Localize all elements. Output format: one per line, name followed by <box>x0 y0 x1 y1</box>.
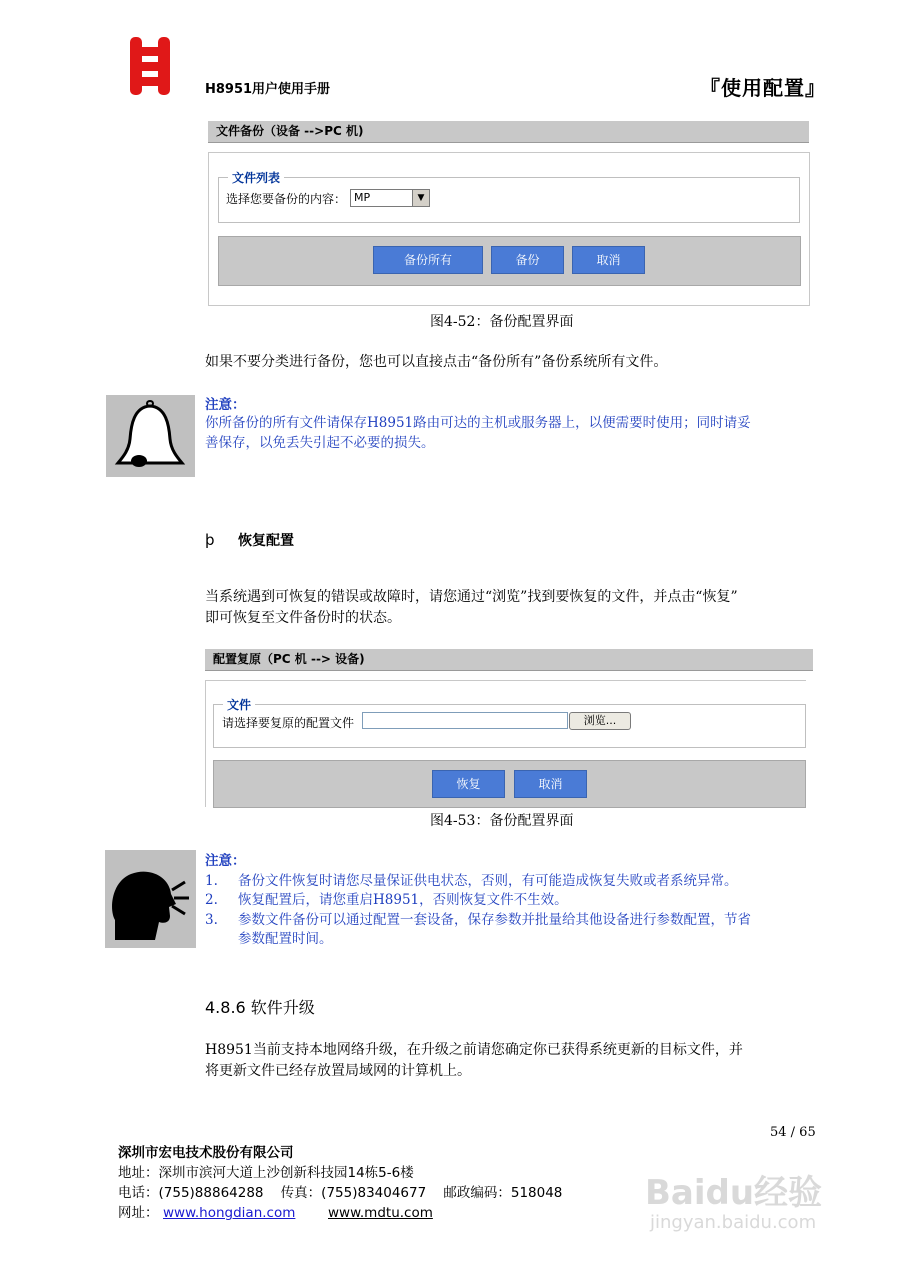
bullet: þ <box>205 531 215 549</box>
note-title: 注意： <box>205 397 246 413</box>
note2-item3-cont: 参数配置时间。 <box>238 931 333 947</box>
restore-panel-title: 配置复原（PC 机 --> 设备) <box>205 649 813 671</box>
browse-button[interactable]: 浏览... <box>569 712 631 730</box>
paragraph-restore-line2: 即可恢复至文件备份时的状态。 <box>205 610 401 626</box>
paragraph-restore-line1: 当系统遇到可恢复的错误或故障时，请您通过“浏览”找到要恢复的文件，并点击“恢复” <box>205 589 738 605</box>
section-heading: 『使用配置』 <box>700 76 826 100</box>
note-text-line2: 善保存，以免丢失引起不必要的损失。 <box>205 435 435 451</box>
file-list-legend: 文件列表 <box>228 169 284 186</box>
manual-title: H8951用户使用手册 <box>205 82 331 97</box>
cancel-button[interactable]: 取消 <box>572 246 645 274</box>
paragraph-backup-all: 如果不要分类进行备份，您也可以直接点击“备份所有”备份系统所有文件。 <box>205 354 668 370</box>
section-title-restore: 恢复配置 <box>238 533 294 549</box>
chevron-down-icon[interactable]: ▼ <box>412 190 429 206</box>
cancel-restore-button[interactable]: 取消 <box>514 770 587 798</box>
figure-caption-53: 图4-53：备份配置界面 <box>430 813 574 829</box>
note2-item1-text: 备份文件恢复时请您尽量保证供电状态，否则，有可能造成恢复失败或者系统异常。 <box>238 873 738 889</box>
note2-item2-text: 恢复配置后，请您重启H8951，否则恢复文件不生效。 <box>238 892 568 908</box>
page-number: 54 / 65 <box>770 1125 816 1140</box>
paragraph-upgrade-line2: 将更新文件已经存放置局域网的计算机上。 <box>205 1063 471 1079</box>
section-title-upgrade: 4.8.6 软件升级 <box>205 998 315 1017</box>
speaking-head-icon <box>105 850 196 948</box>
backup-panel-title: 文件备份（设备 -->PC 机) <box>208 121 809 143</box>
figure-caption-52: 图4-52：备份配置界面 <box>430 314 574 330</box>
bell-icon-box <box>106 395 195 477</box>
backup-button[interactable]: 备份 <box>491 246 564 274</box>
restore-button-area <box>213 760 806 808</box>
footer-web-label: 网址： <box>118 1205 159 1221</box>
note2-item2-num: 2. <box>205 892 218 908</box>
note-text-line1: 你所备份的所有文件请保存H8951路由可达的主机或服务器上，以便需要时使用；同时请妥 <box>205 415 751 431</box>
select-label: 选择您要备份的内容： <box>226 192 347 206</box>
file-label: 请选择要复原的配置文件 <box>222 716 355 730</box>
note2-item3-text: 参数文件备份可以通过配置一套设备，保存参数并批量给其他设备进行参数配置，节省 <box>238 912 751 928</box>
footer-link-hongdian[interactable]: www.hongdian.com <box>163 1205 296 1221</box>
note2-title: 注意： <box>205 853 246 869</box>
file-legend: 文件 <box>223 696 255 713</box>
footer-phone: 电话：(755)88864288 传真：(755)83404677 邮政编码：518048 <box>118 1185 563 1201</box>
bell-icon <box>106 395 195 477</box>
footer-address: 地址：深圳市滨河大道上沙创新科技园14栋5-6楼 <box>118 1165 414 1181</box>
footer-link-mdtu[interactable]: www.mdtu.com <box>328 1205 433 1221</box>
backup-content-select[interactable] <box>350 189 430 207</box>
speaker-icon-box <box>105 850 196 948</box>
note2-item3-num: 3. <box>205 912 218 928</box>
watermark-brand: Baidu经验 <box>645 1173 823 1213</box>
footer-company: 深圳市宏电技术股份有限公司 <box>118 1145 294 1161</box>
note2-item1-num: 1. <box>205 873 218 889</box>
company-logo <box>127 33 173 99</box>
select-value: MP <box>354 191 371 204</box>
restore-button[interactable]: 恢复 <box>432 770 505 798</box>
config-file-input[interactable] <box>362 712 568 729</box>
backup-all-button[interactable]: 备份所有 <box>373 246 483 274</box>
paragraph-upgrade-line1: H8951当前支持本地网络升级，在升级之前请您确定你已获得系统更新的目标文件，并 <box>205 1042 743 1058</box>
watermark-url: jingyan.baidu.com <box>650 1212 817 1233</box>
